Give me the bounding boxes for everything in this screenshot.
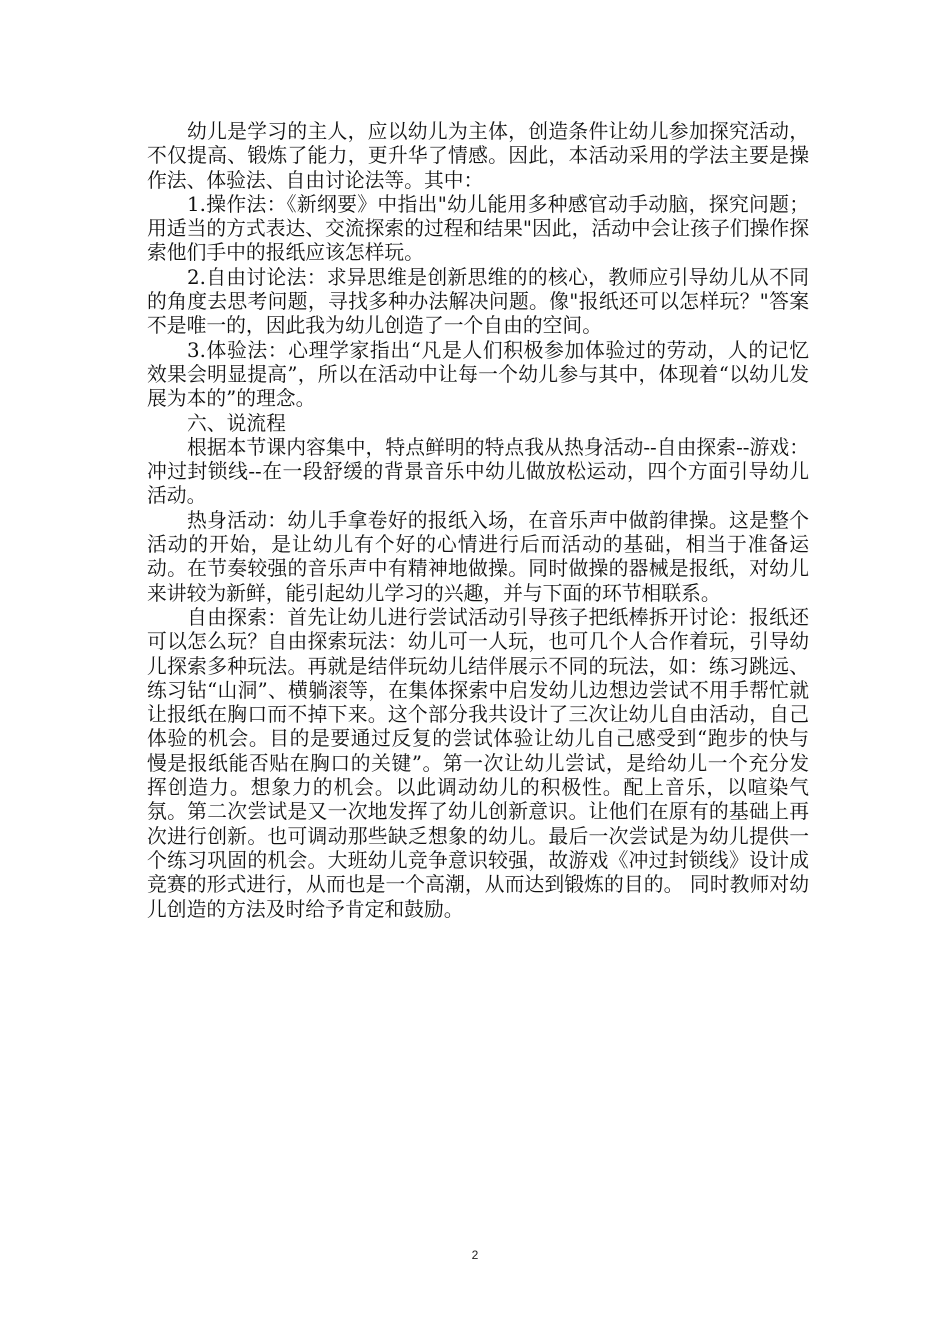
page-number: 2 xyxy=(471,1248,479,1262)
body-text xyxy=(147,120,809,922)
paragraph-process-overview: 根据本节课内容集中，特点鲜明的特点我从热身活动--自由探索--游戏：冲过封锁线--在一段舒缓的背景音乐中幼儿做放松运动，四个方面引导幼儿活动。 xyxy=(147,435,809,508)
section-heading-process: 六、说流程 xyxy=(187,411,286,435)
paragraph-free-exploration: 自由探索：首先让幼儿进行尝试活动引导孩子把纸棒拆开讨论：报纸还可以怎么玩？自由探索玩法：幼儿可一人玩，也可几个人合作着玩，引导幼儿探索多种玩法。再就是结伴玩幼儿结伴展示不同的玩法，如：练习跳远、练习钻“山洞”、横躺滚等，在集体探索中启发幼儿边想边尝试不用手帮忙就让报纸在胸口而不掉下来。这个部分我共设计了三次让幼儿自由活动，自己体验的机会。目的是要通过反复的尝试体验让幼儿自己感受到“跑步的快与慢是报纸能否贴在胸口的关键”。第一次让幼儿尝试，是给幼儿一个充分发挥创造力。想象力的机会。以此调动幼儿的积极性。配上音乐，以喧染气氛。第二次尝试是又一次地发挥了幼儿创新意识。让他们在原有的基础上再次进行创新。也可调动那些缺乏想象的幼儿。最后一次尝试是为幼儿提供一个练习巩固的机会。大班幼儿竞争意识较强，故游戏《冲过封锁线》设计成竞赛的形式进行，从而也是一个高潮，从而达到锻炼的目的。 同时教师对幼儿创造的方法及时给予肯定和鼓励。 xyxy=(147,605,809,921)
paragraph-learning-methods: 幼儿是学习的主人，应以幼儿为主体，创造条件让幼儿参加探究活动，不仅提高、锻炼了能力，更升华了情感。因此，本活动采用的学法主要是操作法、体验法、自由讨论法等。其中： xyxy=(147,120,809,192)
paragraph-warm-up: 热身活动：幼儿手拿卷好的报纸入场，在音乐声中做韵律操。这是整个活动的开始，是让幼儿有个好的心情进行后而活动的基础，相当于准备运动。在节奏较强的音乐声中有精神地做操。同时做操的器械是报纸，对幼儿来讲较为新鲜，能引起幼儿学习的兴趣，并与下面的环节相联系。 xyxy=(147,508,809,605)
paragraph-experience-method: 3.体验法：心理学家指出“凡是人们积极参加体验过的劳动，人的记忆效果会明显提高”，所以在活动中让每一个幼儿参与其中，体现着“以幼儿发展为本的”的理念。 xyxy=(147,338,809,411)
paragraph-discussion-method: 2.自由讨论法：求异思维是创新思维的的核心，教师应引导幼儿从不同的角度去思考问题，寻找多种办法解决问题。像"报纸还可以怎样玩？"答案不是唯一的，因此我为幼儿创造了一个自由的空间。 xyxy=(147,265,809,338)
paragraph-operation-method: 1.操作法：《新纲要》中指出"幼儿能用多种感官动手动脑，探究问题；用适当的方式表达、交流探索的过程和结果"因此，活动中会让孩子们操作探索他们手中的报纸应该怎样玩。 xyxy=(147,192,809,265)
